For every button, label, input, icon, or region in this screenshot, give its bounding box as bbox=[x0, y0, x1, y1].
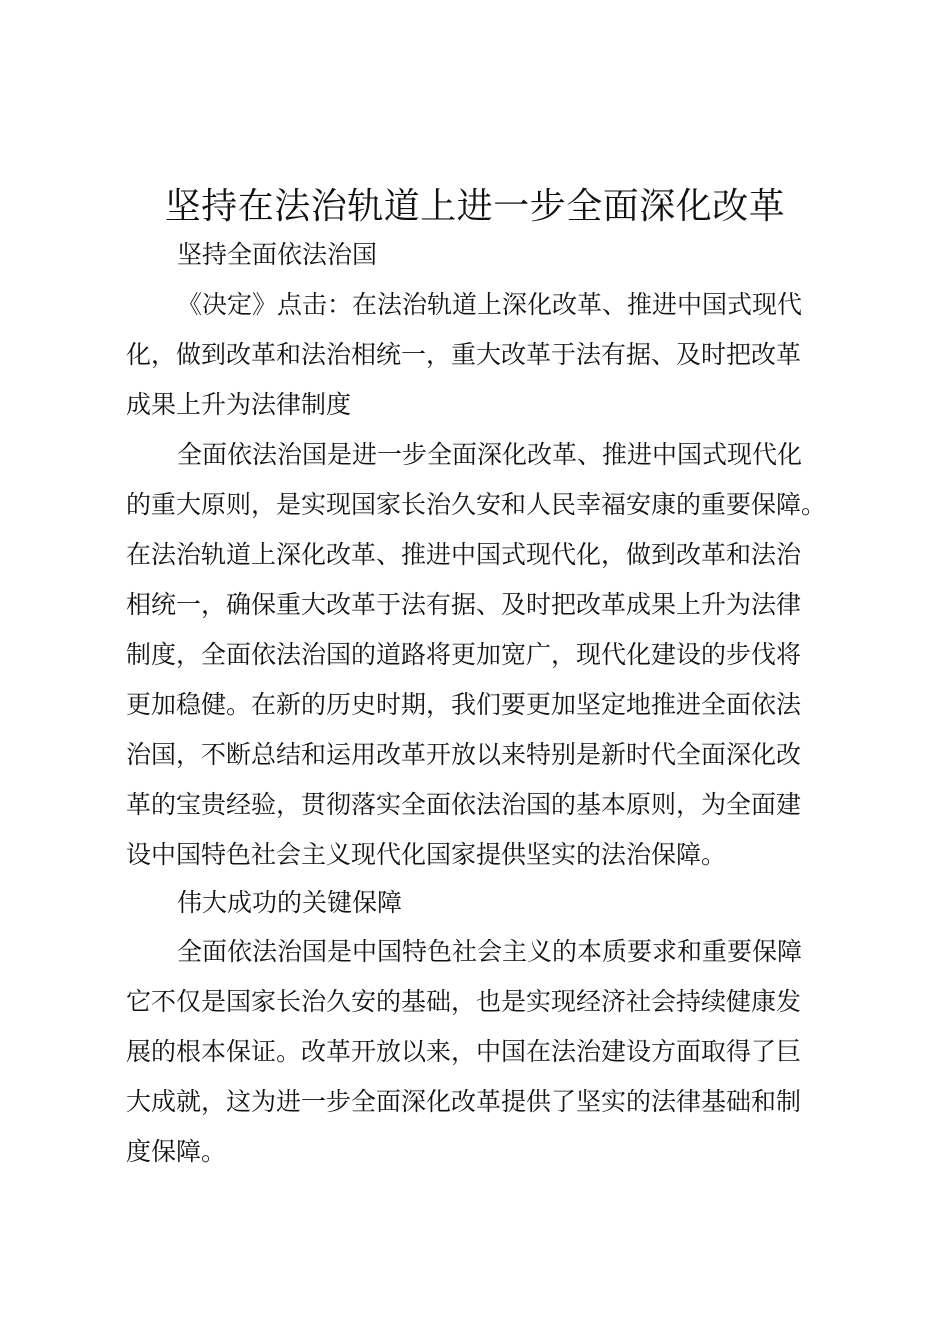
text-line: 全面依法治国是进一步全面深化改革、推进中国式现代化 bbox=[177, 440, 803, 469]
text-line: 治国，不断总结和运用改革开放以来特别是新时代全面深化改 bbox=[126, 740, 802, 769]
text-line: 在法治轨道上深化改革、推进中国式现代化，做到改革和法治 bbox=[126, 540, 802, 569]
text-line: 《决定》点击：在法治轨道上深化改革、推进中国式现代 bbox=[177, 290, 803, 319]
text-line: 成果上升为法律制度 bbox=[126, 390, 352, 419]
text-line: 制度，全面依法治国的道路将更加宽广，现代化建设的步伐将 bbox=[126, 640, 802, 669]
text-line: 更加稳健。在新的历史时期，我们要更加坚定地推进全面依法 bbox=[126, 690, 802, 719]
text-line: 展的根本保证。改革开放以来，中国在法治建设方面取得了巨 bbox=[126, 1037, 802, 1066]
section-heading: 坚持全面依法治国 bbox=[177, 240, 378, 269]
text-line: 全面依法治国是中国特色社会主义的本质要求和重要保障 bbox=[177, 937, 803, 966]
text-line: 革的宝贵经验，贯彻落实全面依法治国的基本原则，为全面建 bbox=[126, 790, 802, 819]
text-line: 设中国特色社会主义现代化国家提供坚实的法治保障。 bbox=[126, 840, 727, 869]
text-line: 的重大原则，是实现国家长治久安和人民幸福安康的重要保障。 bbox=[126, 490, 827, 519]
section-heading: 伟大成功的关键保障 bbox=[177, 888, 403, 917]
text-line: 它不仅是国家长治久安的基础，也是实现经济社会持续健康发 bbox=[126, 987, 802, 1016]
text-line: 相统一，确保重大改革于法有据、及时把改革成果上升为法律 bbox=[126, 590, 802, 619]
text-line: 度保障。 bbox=[126, 1137, 227, 1166]
text-line: 大成就，这为进一步全面深化改革提供了坚实的法律基础和制 bbox=[126, 1087, 802, 1116]
text-line: 化，做到改革和法治相统一，重大改革于法有据、及时把改革 bbox=[126, 340, 802, 369]
document-title: 坚持在法治轨道上进一步全面深化改革 bbox=[164, 186, 786, 227]
